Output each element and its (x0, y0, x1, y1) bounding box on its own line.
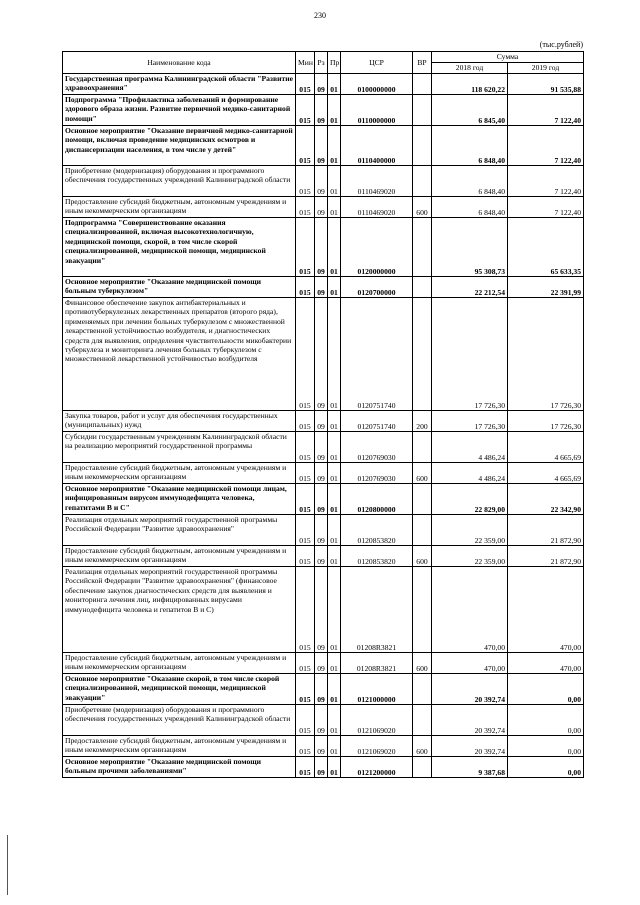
row-2018: 20 392,74 (432, 674, 508, 705)
header-rz: Рз (315, 52, 328, 74)
row-rz: 09 (315, 653, 328, 674)
row-name: Реализация отдельных мероприятий государственной программы Российской Федерации "Развитие здравоохранения" (63, 515, 296, 546)
row-min: 015 (296, 515, 315, 546)
row-csr: 0120000000 (341, 218, 413, 277)
row-rz: 09 (315, 74, 328, 95)
margin-mark-left (7, 835, 8, 895)
row-csr: 0110469020 (341, 197, 413, 218)
row-pr: 01 (328, 95, 341, 126)
row-2018: 22 212,54 (432, 277, 508, 298)
table-body (63, 74, 584, 778)
table-row (63, 484, 584, 515)
row-rz: 09 (315, 432, 328, 463)
table-row (63, 432, 584, 463)
row-2018: 95 308,73 (432, 218, 508, 277)
table-row (63, 736, 584, 757)
row-csr: 0121200000 (341, 757, 413, 778)
row-name: Закупка товаров, работ и услуг для обеспечения государственных (муниципальных) нужд (63, 411, 296, 432)
row-csr: 0120853820 (341, 515, 413, 546)
row-pr: 01 (328, 653, 341, 674)
row-vr (413, 674, 432, 705)
budget-table (62, 51, 584, 778)
row-2018: 6 845,40 (432, 95, 508, 126)
row-2019: 4 665,69 (508, 432, 584, 463)
row-2019: 7 122,40 (508, 197, 584, 218)
row-name: Предоставление субсидий бюджетным, автономным учреждениям и иным некоммерческим организациям (63, 463, 296, 484)
row-csr: 0121069020 (341, 705, 413, 736)
row-min: 015 (296, 277, 315, 298)
row-rz: 09 (315, 411, 328, 432)
header-sum: Сумма (432, 52, 584, 63)
row-name: Финансовое обеспечение закупок антибактериальных и противотуберкулезных лекарственных препаратов (второго ряда), применяемых при лечении больных туберкулезом с множественной лекарственной устойчивостью возбудителя, и диагностических средств для выявления, определения чувствительности микобактерии туберкулеза и мониторинга лечения больных туберкулезом с множественной лекарственной устойчивостью возбудителя (63, 298, 296, 411)
row-vr (413, 126, 432, 166)
table-row (63, 757, 584, 778)
row-min: 015 (296, 705, 315, 736)
row-rz: 09 (315, 705, 328, 736)
row-vr (413, 74, 432, 95)
row-rz: 09 (315, 546, 328, 567)
row-pr: 01 (328, 674, 341, 705)
row-min: 015 (296, 736, 315, 757)
row-csr: 0110400000 (341, 126, 413, 166)
row-rz: 09 (315, 736, 328, 757)
row-vr: 600 (413, 546, 432, 567)
row-min: 015 (296, 484, 315, 515)
page-number: 230 (314, 11, 326, 20)
row-pr: 01 (328, 736, 341, 757)
row-csr: 0110000000 (341, 95, 413, 126)
row-2019: 22 342,90 (508, 484, 584, 515)
row-2019: 7 122,40 (508, 166, 584, 197)
row-pr: 01 (328, 74, 341, 95)
row-2018: 20 392,74 (432, 705, 508, 736)
row-csr: 0121000000 (341, 674, 413, 705)
row-pr: 01 (328, 197, 341, 218)
row-rz: 09 (315, 95, 328, 126)
row-pr: 01 (328, 298, 341, 411)
row-2019: 7 122,40 (508, 95, 584, 126)
row-2019: 7 122,40 (508, 126, 584, 166)
row-vr (413, 757, 432, 778)
row-vr (413, 166, 432, 197)
row-name: Приобретение (модернизация) оборудования и программного обеспечения государственных учреждений Калининградской области (63, 166, 296, 197)
row-2019: 65 633,35 (508, 218, 584, 277)
table-row (63, 298, 584, 411)
row-2018: 4 486,24 (432, 463, 508, 484)
header-2019: 2019 год (508, 63, 584, 74)
row-rz: 09 (315, 197, 328, 218)
row-name: Основное мероприятие "Оказание скорой, в том числе скорой специализированной, медицинской помощи, медицинской эвакуации" (63, 674, 296, 705)
row-pr: 01 (328, 277, 341, 298)
row-min: 015 (296, 126, 315, 166)
row-vr (413, 705, 432, 736)
row-csr: 0120800000 (341, 484, 413, 515)
table-row (63, 463, 584, 484)
row-2019: 91 535,88 (508, 74, 584, 95)
row-vr: 600 (413, 736, 432, 757)
row-2018: 6 848,40 (432, 197, 508, 218)
row-min: 015 (296, 653, 315, 674)
row-2019: 0,00 (508, 674, 584, 705)
row-2018: 22 829,00 (432, 484, 508, 515)
row-min: 015 (296, 432, 315, 463)
row-vr (413, 95, 432, 126)
row-rz: 09 (315, 674, 328, 705)
row-csr: 01208R3821 (341, 567, 413, 653)
row-2019: 470,00 (508, 653, 584, 674)
row-2019: 0,00 (508, 757, 584, 778)
row-2018: 6 848,40 (432, 166, 508, 197)
row-pr: 01 (328, 411, 341, 432)
row-csr: 0120700000 (341, 277, 413, 298)
row-name: Основное мероприятие "Оказание медицинской помощи лицам, инфицированным вирусом иммунодефицита человека, гепатитами В и С" (63, 484, 296, 515)
row-csr: 0100000000 (341, 74, 413, 95)
row-name: Подпрограмма "Профилактика заболеваний и формирование здорового образа жизни. Развитие первичной медико-санитарной помощи" (63, 95, 296, 126)
row-vr (413, 298, 432, 411)
row-rz: 09 (315, 277, 328, 298)
row-rz: 09 (315, 484, 328, 515)
row-rz: 09 (315, 166, 328, 197)
row-min: 015 (296, 567, 315, 653)
row-name: Предоставление субсидий бюджетным, автономным учреждениям и иным некоммерческим организациям (63, 736, 296, 757)
row-pr: 01 (328, 432, 341, 463)
row-2018: 9 387,68 (432, 757, 508, 778)
row-pr: 01 (328, 546, 341, 567)
row-csr: 01208R3821 (341, 653, 413, 674)
header-min: Мин (296, 52, 315, 74)
header-vr: ВР (413, 52, 432, 74)
table-row (63, 218, 584, 277)
row-rz: 09 (315, 757, 328, 778)
row-2018: 22 359,00 (432, 515, 508, 546)
table-row (63, 166, 584, 197)
row-pr: 01 (328, 567, 341, 653)
units-label: (тыс.рублей) (539, 40, 583, 49)
row-2019: 21 872,90 (508, 515, 584, 546)
row-2018: 20 392,74 (432, 736, 508, 757)
row-pr: 01 (328, 463, 341, 484)
row-min: 015 (296, 674, 315, 705)
row-csr: 0120769030 (341, 432, 413, 463)
row-name: Предоставление субсидий бюджетным, автономным учреждениям и иным некоммерческим организациям (63, 653, 296, 674)
table-row (63, 705, 584, 736)
row-pr: 01 (328, 757, 341, 778)
row-csr: 0120853820 (341, 546, 413, 567)
row-name: Основное мероприятие "Оказание первичной медико-санитарной помощи, включая проведение медицинских осмотров и диспансеризации населения, в том числе у детей" (63, 126, 296, 166)
row-rz: 09 (315, 515, 328, 546)
row-min: 015 (296, 197, 315, 218)
row-2018: 22 359,00 (432, 546, 508, 567)
row-csr: 0110469020 (341, 166, 413, 197)
row-name: Основное мероприятие "Оказание медицинской помощи больным туберкулезом" (63, 277, 296, 298)
table-row (63, 546, 584, 567)
table-row (63, 74, 584, 95)
row-rz: 09 (315, 567, 328, 653)
table-row (63, 95, 584, 126)
row-pr: 01 (328, 705, 341, 736)
row-name: Предоставление субсидий бюджетным, автономным учреждениям и иным некоммерческим организациям (63, 197, 296, 218)
row-csr: 0121069020 (341, 736, 413, 757)
row-min: 015 (296, 218, 315, 277)
row-min: 015 (296, 546, 315, 567)
row-rz: 09 (315, 298, 328, 411)
row-rz: 09 (315, 218, 328, 277)
row-vr (413, 484, 432, 515)
row-name: Субсидии государственным учреждениям Калининградской области на реализацию мероприятий государственной программы (63, 432, 296, 463)
row-name: Реализация отдельных мероприятий государственной программы Российской Федерации "Развитие здравоохранения" (финансовое обеспечение закупок диагностических средств для выявления и мониторинга лечения лиц, инфицированных вирусами иммунодефицита человека и гепатитов В и С) (63, 567, 296, 653)
row-2019: 0,00 (508, 705, 584, 736)
row-vr (413, 277, 432, 298)
header-2018: 2018 год (432, 63, 508, 74)
row-2019: 22 391,99 (508, 277, 584, 298)
row-vr: 600 (413, 463, 432, 484)
row-min: 015 (296, 463, 315, 484)
row-vr: 600 (413, 653, 432, 674)
row-name: Приобретение (модернизация) оборудования и программного обеспечения государственных учреждений Калининградской области (63, 705, 296, 736)
row-min: 015 (296, 74, 315, 95)
row-2019: 470,00 (508, 567, 584, 653)
row-2018: 17 726,30 (432, 411, 508, 432)
row-vr: 200 (413, 411, 432, 432)
row-2018: 118 620,22 (432, 74, 508, 95)
row-vr (413, 432, 432, 463)
row-rz: 09 (315, 463, 328, 484)
row-2018: 17 726,30 (432, 298, 508, 411)
row-2019: 4 665,69 (508, 463, 584, 484)
row-rz: 09 (315, 126, 328, 166)
row-pr: 01 (328, 484, 341, 515)
row-name: Основное мероприятие "Оказание медицинской помощи больным прочими заболеваниями" (63, 757, 296, 778)
header-pr: Пр (328, 52, 341, 74)
row-csr: 0120769030 (341, 463, 413, 484)
row-2018: 470,00 (432, 653, 508, 674)
row-pr: 01 (328, 218, 341, 277)
row-2019: 0,00 (508, 736, 584, 757)
row-vr (413, 567, 432, 653)
row-min: 015 (296, 166, 315, 197)
row-2018: 4 486,24 (432, 432, 508, 463)
row-pr: 01 (328, 166, 341, 197)
row-csr: 0120751740 (341, 298, 413, 411)
row-name: Предоставление субсидий бюджетным, автономным учреждениям и иным некоммерческим организациям (63, 546, 296, 567)
row-vr (413, 218, 432, 277)
table-row (63, 674, 584, 705)
table-row (63, 515, 584, 546)
row-min: 015 (296, 298, 315, 411)
table-row (63, 653, 584, 674)
row-name: Подпрограмма "Совершенствование оказания специализированной, включая высокотехнологичную, медицинской помощи, скорой, в том числе скорой специализированной, медицинской помощи, медицинской эвакуации" (63, 218, 296, 277)
row-csr: 0120751740 (341, 411, 413, 432)
row-min: 015 (296, 757, 315, 778)
row-pr: 01 (328, 515, 341, 546)
table-row (63, 411, 584, 432)
row-2019: 21 872,90 (508, 546, 584, 567)
table-row (63, 197, 584, 218)
row-min: 015 (296, 411, 315, 432)
row-pr: 01 (328, 126, 341, 166)
table-row (63, 126, 584, 166)
row-2018: 6 848,40 (432, 126, 508, 166)
row-2019: 17 726,30 (508, 298, 584, 411)
row-name: Государственная программа Калининградской области "Развитие здравоохранения" (63, 74, 296, 95)
row-2018: 470,00 (432, 567, 508, 653)
table-row (63, 277, 584, 298)
row-2019: 17 726,30 (508, 411, 584, 432)
row-vr (413, 515, 432, 546)
header-name: Наименование кода (63, 52, 296, 74)
row-min: 015 (296, 95, 315, 126)
header-csr: ЦСР (341, 52, 413, 74)
table-row (63, 567, 584, 653)
row-vr: 600 (413, 197, 432, 218)
